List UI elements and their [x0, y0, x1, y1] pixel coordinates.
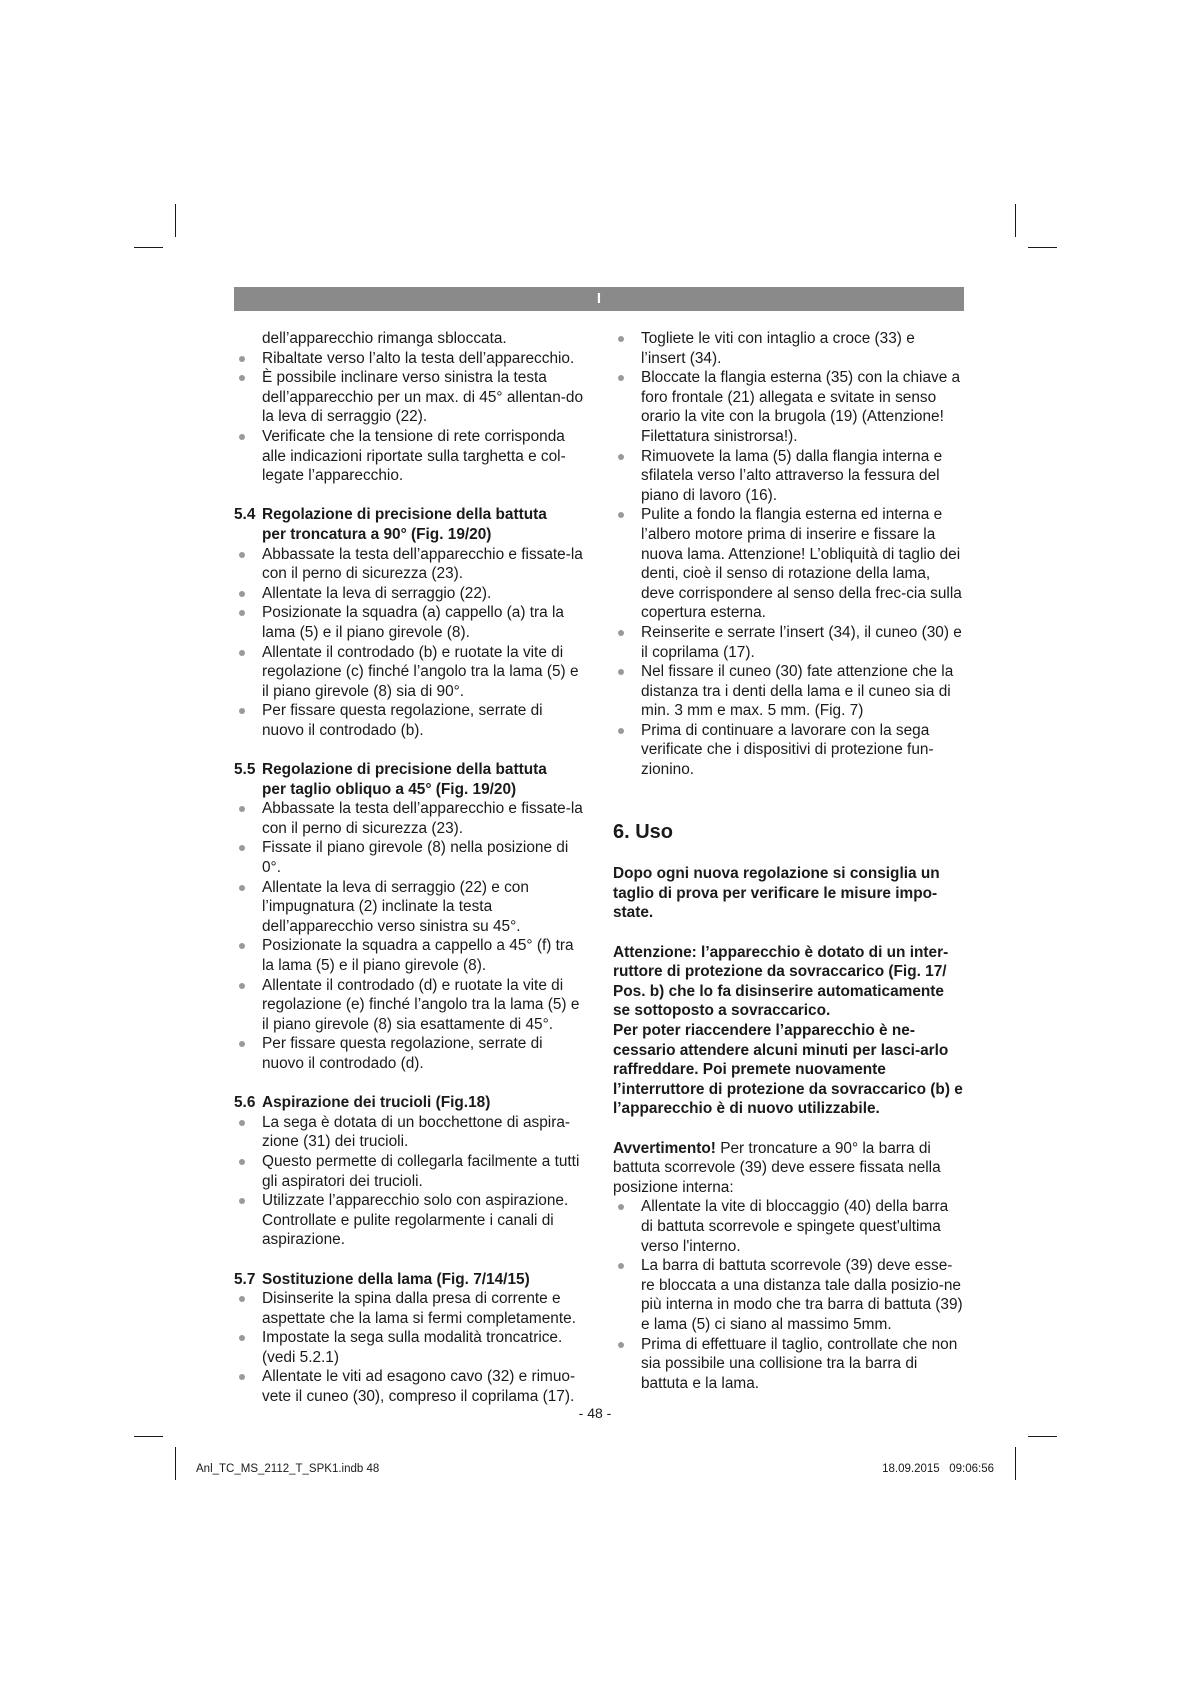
footer-file-name: Anl_TC_MS_2112_T_SPK1.indb 48	[196, 1463, 380, 1475]
list-item: Allentate le viti ad esagono cavo (32) e rimuo-vete il cuneo (30), compreso il coprilama (17).	[234, 1367, 584, 1406]
left-column	[234, 329, 584, 1407]
list-item: Questo permette di collegarla facilmente a tutti gli aspiratori dei trucioli.	[234, 1152, 584, 1191]
section-list	[234, 1289, 584, 1407]
crop-mark	[1028, 247, 1057, 248]
bold-paragraph: Dopo ogni nuova regolazione si consiglia un taglio di prova per verificare le misure impo-state.	[613, 865, 940, 922]
list-item: Bloccate la flangia esterna (35) con la chiave a foro frontale (21) allegata e svitate in senso orario la vite con la brugola (19) (Attenzione! Filettatura sinistrorsa!).	[613, 368, 963, 446]
list-item: Reinserite e serrate l’insert (34), il cuneo (30) e il coprilama (17).	[613, 623, 963, 662]
section-heading-5-6: 5.6 Aspirazione dei trucioli (Fig.18)	[234, 1094, 491, 1112]
section-heading-5-7: 5.7 Sostituzione della lama (Fig. 7/14/15)	[234, 1270, 530, 1288]
crop-mark	[134, 247, 163, 248]
list-item: Rimuovete la lama (5) dalla flangia interna e sfilatela verso l’alto attraverso la fessura del piano di lavoro (16).	[613, 447, 963, 506]
list-item: Verificate che la tensione di rete corrisponda alle indicazioni riportate sulla targhetta e col-legate l’apparecchio.	[234, 427, 584, 486]
warning-text: Per troncature a 90° la barra di battuta scorrevole (39) deve essere fissata nella posizione interna:	[613, 1139, 941, 1196]
footer-timestamp: 18.09.2015 09:06:56	[882, 1463, 994, 1475]
list-item: Nel fissare il cuneo (30) fate attenzione che la distanza tra i denti della lama e il cuneo sia di min. 3 mm e max. 5 mm. (Fig. 7)	[613, 662, 963, 721]
list-item: Utilizzate l’apparecchio solo con aspirazione. Controllate e pulite regolarmente i canali di aspirazione.	[234, 1191, 584, 1250]
bold-paragraph: Attenzione: l’apparecchio è dotato di un inter-ruttore di protezione da sovraccarico (Fig. 17/ Pos. b) che lo fa disinserire automaticamente se sottoposto a sovraccarico.	[613, 943, 949, 1020]
list-item: Allentate la vite di bloccaggio (40) della barra di battuta scorrevole e spingete quest'ultima verso l'interno.	[613, 1197, 963, 1256]
blade-replacement-list	[613, 329, 963, 780]
crop-mark	[175, 1447, 176, 1480]
section-list	[234, 799, 584, 1073]
language-header-bar	[234, 287, 964, 311]
list-item: Prima di continuare a lavorare con la sega verificate che i dispositivi di protezione fun-zionino.	[613, 721, 963, 780]
list-item: Per fissare questa regolazione, serrate di nuovo il controdado (b).	[234, 701, 584, 740]
list-item: Allentate il controdado (b) e ruotate la vite di regolazione (c) finché l’angolo tra la lama (5) e il piano girevole (8) sia di 90°.	[234, 643, 584, 702]
list-item: Allentate la leva di serraggio (22) e con l’impugnatura (2) inclinate la testa dell’apparecchio verso sinistra su 45°.	[234, 878, 584, 937]
warning-paragraph	[613, 1139, 963, 1198]
section-heading-5-4: 5.4 Regolazione di precisione della battuta per troncatura a 90° (Fig. 19/20)	[234, 506, 547, 543]
section-heading-6: 6. Uso	[613, 820, 674, 843]
list-item: La barra di battuta scorrevole (39) deve esse-re bloccata a una distanza tale dalla posizio-ne più interna in modo che tra barra di battuta (39) e lama (5) ci siano al massimo 5mm.	[613, 1256, 963, 1334]
continuation-text: dell’apparecchio rimanga sbloccata.	[262, 330, 507, 347]
crop-mark	[134, 1436, 163, 1437]
list-item: Abbassate la testa dell’apparecchio e fissate-la con il perno di sicurezza (23).	[234, 545, 584, 584]
list-item: Posizionate la squadra a cappello a 45° (f) tra la lama (5) e il piano girevole (8).	[234, 936, 584, 975]
section-list	[234, 545, 584, 741]
page-number: - 48 -	[578, 1405, 612, 1421]
bold-paragraph: Per poter riaccendere l’apparecchio è ne-cessario attendere alcuni minuti per lasci-arlo raffreddare. Poi premete nuovamente l’interruttore di protezione da sovraccarico (b) e l’apparecchio è di nuovo utilizzabile.	[613, 1022, 963, 1118]
crop-mark	[1028, 1436, 1057, 1437]
list-item: Disinserite la spina dalla presa di corrente e aspettate che la lama si fermi completamente.	[234, 1289, 584, 1328]
right-column	[613, 329, 963, 1393]
crop-mark	[1015, 204, 1016, 237]
list-item: Togliete le viti con intaglio a croce (33) e l’insert (34).	[613, 329, 963, 368]
crop-mark	[1015, 1447, 1016, 1480]
list-item: Allentate il controdado (d) e ruotate la vite di regolazione (e) finché l’angolo tra la lama (5) e il piano girevole (8) sia esattamente di 45°.	[234, 976, 584, 1035]
list-item: Ribaltate verso l’alto la testa dell’apparecchio.	[234, 349, 584, 369]
list-item: Fissate il piano girevole (8) nella posizione di 0°.	[234, 838, 584, 877]
list-item: Abbassate la testa dell’apparecchio e fissate-la con il perno di sicurezza (23).	[234, 799, 584, 838]
list-item: Allentate la leva di serraggio (22).	[234, 584, 584, 604]
section-heading-5-5: 5.5 Regolazione di precisione della battuta per taglio obliquo a 45° (Fig. 19/20)	[234, 761, 547, 798]
list-item: Prima di effettuare il taglio, controllate che non sia possibile una collisione tra la barra di battuta e la lama.	[613, 1335, 963, 1394]
crop-mark	[175, 204, 176, 237]
language-tab-label: I	[596, 290, 602, 307]
list-item: Impostate la sega sulla modalità troncatrice. (vedi 5.2.1)	[234, 1328, 584, 1367]
warning-list	[613, 1197, 963, 1393]
section-list	[234, 1113, 584, 1250]
list-item: Posizionate la squadra (a) cappello (a) tra la lama (5) e il piano girevole (8).	[234, 603, 584, 642]
warning-label: Avvertimento!	[613, 1139, 716, 1157]
intro-list	[234, 349, 584, 486]
list-item: Per fissare questa regolazione, serrate di nuovo il controdado (d).	[234, 1034, 584, 1073]
list-item: È possibile inclinare verso sinistra la testa dell’apparecchio per un max. di 45° allentan-do la leva di serraggio (22).	[234, 368, 584, 427]
list-item: Pulite a fondo la flangia esterna ed interna e l’albero motore prima di inserire e fissare la nuova lama. Attenzione! L’obliquità di taglio dei denti, cioè il senso di rotazione della lama, deve corrispondere al senso della frec-cia sulla copertura esterna.	[613, 505, 963, 623]
list-item: La sega è dotata di un bocchettone di aspira-zione (31) dei trucioli.	[234, 1113, 584, 1152]
